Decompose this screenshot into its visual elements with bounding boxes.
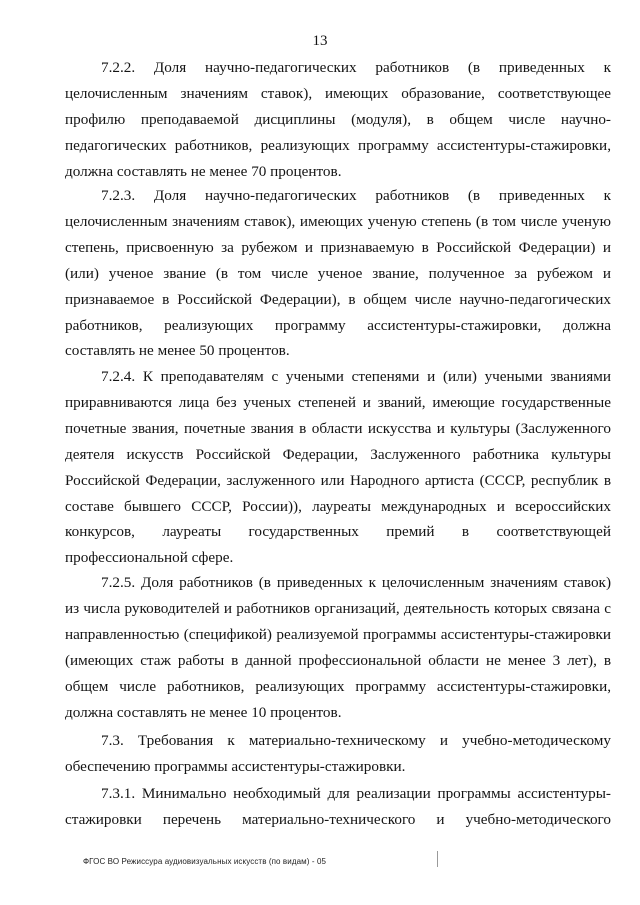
paragraph-7-2-4: 7.2.4. К преподавателям с учеными степенями и (или) учеными званиями приравниваются лица без ученых степеней и званий, имеющие государственные почетные звания, почетные звания в области искусства и культуры (Заслуженного деятеля искусств Российской Федерации, Заслуженного работника культуры Российской Федерации, заслуженного или Народного артиста (СССР, республик в составе бывшего СССР, России)), лауреаты международных и всероссийских конкурсов, лауреаты государственных премий в соответствующей профессиональной сфере. (65, 368, 611, 567)
paragraph-7-3-1: 7.3.1. Минимально необходимый для реализации программы ассистентуры-стажировки перечень материально-технического и учебно-методического (65, 785, 611, 828)
paragraph-7-2-2: 7.2.2. Доля научно-педагогических работников (в приведенных к целочисленным значениям ставок), имеющих образование, соответствующее профилю преподаваемой дисциплины (модуля), в общем числе научно-педагогических работников, реализующих программу ассистентуры-стажировки, должна составлять не менее 70 процентов. (65, 59, 611, 180)
page-footer: ФГОС ВО Режиссура аудиовизуальных искусств (по видам) - 05 (83, 857, 327, 866)
paragraph-7-3: 7.3. Требования к материально-техническому и учебно-методическому обеспечению программы ассистентуры-стажировки. (65, 732, 611, 775)
scan-artifact (437, 851, 438, 867)
paragraph-7-2-5: 7.2.5. Доля работников (в приведенных к целочисленным значениям ставок) из числа руководителей и работников организаций, деятельность которых связана с направленностью (спецификой) реализуемой программы ассистентуры-стажировки (имеющих стаж работы в данной профессиональной области не менее 3 лет), в общем числе работников, реализующих программу ассистентуры-стажировки, должна составлять не менее 10 процентов. (65, 574, 611, 721)
paragraph-7-2-3: 7.2.3. Доля научно-педагогических работников (в приведенных к целочисленным значениям ставок), имеющих ученую степень (в том числе ученую степень, присвоенную за рубежом и признаваемую в Российской Федерации) и (или) ученое звание (в том числе ученое звание, полученное за рубежом и признаваемое в Российской Федерации), в общем числе научно-педагогических работников, реализующих программу ассистентуры-стажировки, должна составлять не менее 50 процентов. (65, 187, 611, 360)
page-number: 13 (312, 33, 328, 49)
